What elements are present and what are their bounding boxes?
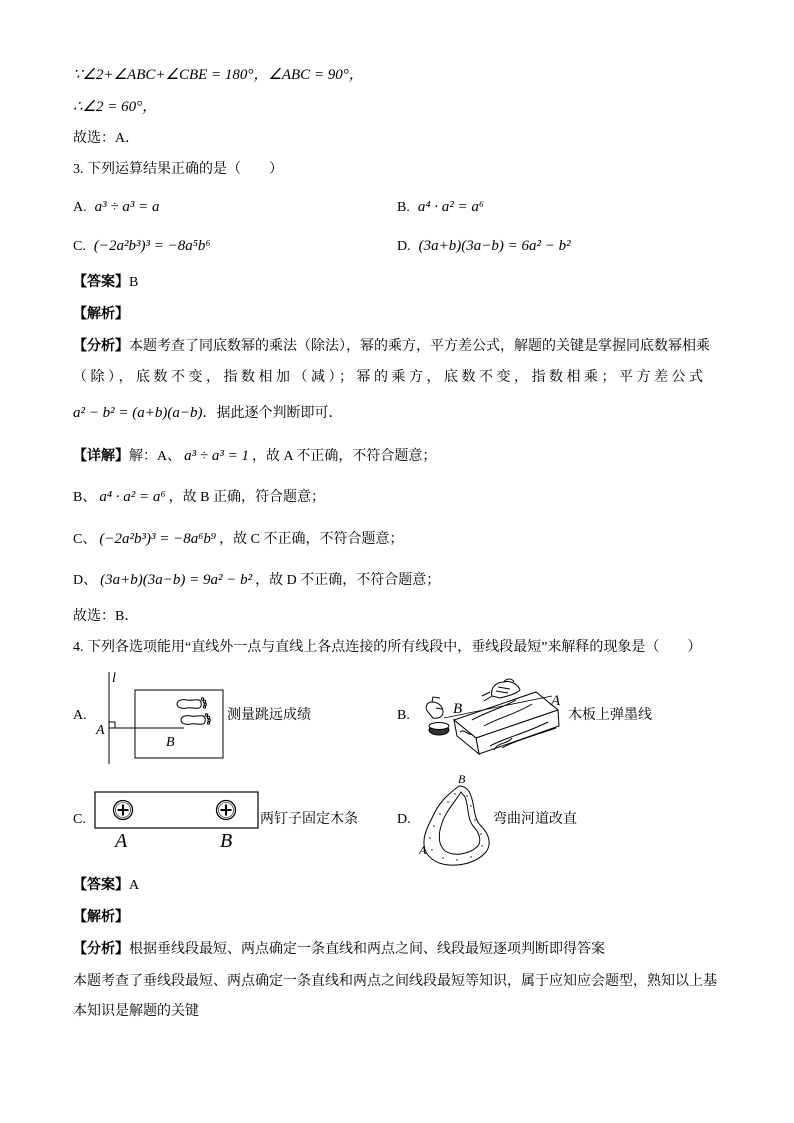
- footprint-lower-sole: [181, 716, 205, 725]
- q4-summary-line-1: 本题考查了垂线段最短、两点确定一条直线和两点之间线段最短等知识，属于应知应会题型，熟知以上基: [73, 974, 717, 989]
- point-a-label: A: [96, 723, 105, 738]
- stipple-dot: [429, 837, 430, 838]
- q3-option-c: [73, 236, 211, 257]
- q3-detail-c-suffix: ，故 C 不正确，不符合题意；: [219, 532, 404, 547]
- q4-option-d-label: D.: [397, 812, 411, 827]
- q3-detail-b: [73, 487, 325, 508]
- q3-option-d-formula: (3a+b)(3a−b) = 6a² − b²: [418, 238, 571, 254]
- q3-option-a: [73, 197, 159, 218]
- point-a-label: A: [115, 830, 128, 852]
- q3-option-a-formula: a³ ÷ a³ = a: [94, 199, 160, 215]
- q3-detail-a-prefix: 解：A、: [129, 449, 182, 464]
- footprint-lower-toe: [208, 719, 210, 721]
- q4-analysis-tag: 【分析】: [73, 942, 129, 957]
- q3-analysis-line-2: （除），底数不变，指数相加（减）；幂的乘方，底数不变，指数相乘；平方差公式: [73, 370, 707, 385]
- nail-a-icon: [114, 801, 133, 820]
- point-a-label: A: [551, 693, 561, 709]
- footprint-upper-toe: [201, 698, 203, 700]
- stipple-dot: [481, 845, 482, 846]
- q3-analysis-line-1: [73, 337, 710, 357]
- footprint-lower-toe: [207, 722, 209, 724]
- previous-solution-conclusion: 故选：A．: [73, 131, 140, 146]
- stipple-dot: [474, 819, 475, 820]
- q4-explanation-tag: 【解析】: [73, 910, 129, 925]
- nailed-wood-strip-figure: [93, 788, 260, 850]
- q3-analysis-line-3: [73, 403, 342, 424]
- q4-summary-line-2: 本知识是解题的关键: [73, 1004, 199, 1019]
- q3-detail-b-formula: a⁴ · a² = a⁶: [99, 489, 166, 505]
- footprint-upper-toe: [203, 700, 205, 702]
- q3-detail-c-prefix: C、: [73, 532, 97, 547]
- line-l-label: l: [112, 671, 116, 686]
- point-b-label: B: [458, 772, 466, 786]
- point-b-label: B: [453, 701, 463, 717]
- q4-option-a-label: A.: [73, 708, 87, 723]
- stipple-dot: [431, 849, 432, 850]
- q3-option-c-formula: (−2a²b³)³ = −8a⁵b⁶: [93, 238, 211, 254]
- q4-option-a-caption: 测量跳远成绩: [227, 708, 311, 723]
- angle-sum-formula: ∵∠2+∠ABC+∠CBE = 180°，∠ABC = 90°，: [73, 67, 364, 83]
- q3-detail-d-prefix: D、: [73, 573, 98, 588]
- q3-detail-a-suffix: ，故 A 不正确，不符合题意；: [251, 449, 437, 464]
- stipple-dot: [447, 801, 448, 802]
- stipple-dot: [433, 825, 434, 826]
- footprint-upper-toe: [203, 706, 205, 708]
- left-hand: [426, 702, 443, 718]
- q4-option-b-label: B.: [397, 708, 410, 723]
- q3-detail-b-prefix: B、: [73, 490, 97, 505]
- q4-answer: [73, 876, 139, 896]
- q3-answer: [73, 273, 138, 293]
- stipple-dot: [454, 793, 455, 794]
- q3-analysis-tag: 【分析】: [73, 339, 129, 354]
- q4-option-c-caption: 两钉子固定木条: [260, 812, 358, 827]
- ink-pot-rim: [429, 723, 449, 730]
- previous-solution-line-1: [73, 65, 364, 86]
- footprint-upper: [177, 698, 206, 709]
- stipple-dot: [439, 813, 440, 814]
- upper-hand: [492, 681, 520, 698]
- stipple-dot: [480, 833, 481, 834]
- stipple-dot: [470, 805, 471, 806]
- q3-answer-tag: 【答案】: [73, 275, 129, 290]
- previous-solution-line-2: [73, 97, 157, 118]
- q4-analysis-text: 根据垂线段最短、两点确定一条直线和两点之间、线段最短逐项判断即得答案: [129, 942, 605, 957]
- footprint-upper-sole: [177, 700, 201, 709]
- nail-b-icon: [217, 801, 236, 820]
- q4-option-c-label: C.: [73, 812, 86, 827]
- footprint-upper-toe: [204, 703, 206, 705]
- footprint-lower: [181, 714, 210, 725]
- q3-detail-tag: 【详解】: [73, 449, 129, 464]
- q3-detail-c: [73, 529, 403, 550]
- q3-difference-of-squares-formula: a² − b² = (a+b)(a−b): [73, 405, 203, 421]
- long-jump-measurement-figure: [80, 668, 226, 768]
- stipple-dot: [470, 856, 471, 857]
- q4-answer-tag: 【答案】: [73, 878, 129, 893]
- upper-hand-cuff: [482, 692, 492, 701]
- q3-stem: 3. 下列运算结果正确的是（ ）: [73, 162, 283, 177]
- stipple-dot: [456, 859, 457, 860]
- point-b-label: B: [220, 830, 233, 852]
- footprint-lower-toe: [207, 716, 209, 718]
- q3-option-b: [397, 197, 484, 218]
- q3-explanation-tag: 【解析】: [73, 307, 129, 322]
- q3-conclusion: 故选：B．: [73, 609, 139, 624]
- q4-option-b-caption: 木板上弹墨线: [568, 708, 652, 723]
- q3-detail-d-formula: (3a+b)(3a−b) = 9a² − b²: [100, 572, 253, 588]
- q3-option-b-formula: a⁴ · a² = a⁶: [417, 199, 485, 215]
- stipple-dot: [442, 857, 443, 858]
- q3-detail-a: [73, 446, 436, 467]
- q4-stem: 4. 下列各选项能用“直线外一点与直线上各点连接的所有线段中，垂线段最短”来解释的现象是（ ）: [73, 640, 702, 655]
- q3-detail-d: [73, 570, 440, 591]
- point-b-label: B: [166, 735, 175, 750]
- q3-option-d: [397, 236, 571, 257]
- q3-option-b-label: B.: [397, 200, 410, 215]
- q4-answer-value: A: [129, 878, 140, 893]
- point-a-label: A: [419, 843, 427, 857]
- stipple-dot: [466, 795, 467, 796]
- q4-analysis: [73, 940, 605, 960]
- q3-option-a-label: A.: [73, 200, 87, 215]
- q3-option-c-label: C.: [73, 239, 86, 254]
- q3-detail-b-suffix: ，故 B 正确，符合题意；: [168, 490, 325, 505]
- angle-result-formula: ∴∠2 = 60°，: [73, 99, 158, 115]
- q3-detail-d-suffix: ，故 D 不正确，不符合题意；: [255, 573, 441, 588]
- q3-analysis-text-1: 本题考查了同底数幂的乘法（除法），幂的乘方，平方差公式，解题的关键是掌握同底数幂相乘: [129, 339, 710, 354]
- river-straightening-figure: [415, 770, 493, 868]
- q3-analysis-text-3: ．据此逐个判断即可．: [202, 406, 343, 421]
- ink-line-board-figure: [420, 676, 565, 756]
- q3-detail-a-formula: a³ ÷ a³ = 1: [184, 448, 249, 464]
- right-angle-mark: [109, 722, 115, 728]
- q3-detail-c-formula: (−2a²b³)³ = −8a⁶b⁹: [99, 531, 217, 547]
- footprint-lower-toe: [205, 714, 207, 716]
- q3-option-d-label: D.: [397, 239, 411, 254]
- q3-answer-value: B: [129, 275, 139, 290]
- q4-option-d-caption: 弯曲河道改直: [493, 812, 577, 827]
